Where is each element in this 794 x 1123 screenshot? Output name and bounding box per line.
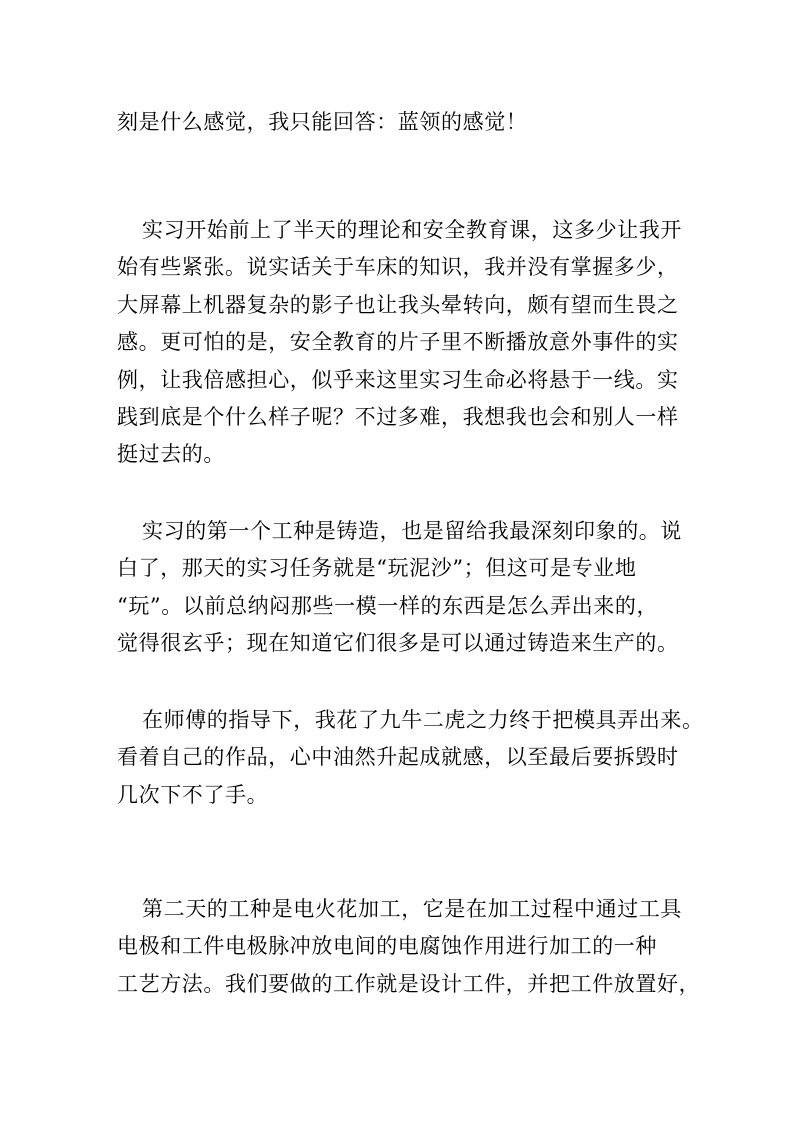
paragraph-line: 例，让我倍感担心，似乎来这里实习生命必将悬于一线。实	[117, 367, 679, 392]
paragraph-line: 感。更可怕的是，安全教育的片子里不断播放意外事件的实	[117, 330, 679, 355]
paragraph-line: 实习的第一个工种是铸造，也是留给我最深刻印象的。说	[142, 519, 682, 543]
paragraph-line: 觉得很玄乎；现在知道它们很多是可以通过铸造来生产的。	[117, 631, 679, 656]
paragraph-line: 始有些紧张。说实话关于车床的知识，我并没有掌握多少，	[117, 255, 679, 280]
paragraph-5	[117, 891, 701, 1003]
paragraph-line: 工艺方法。我们要做的工作就是设计工件，并把工件放置好，	[117, 971, 701, 996]
paragraph-2	[117, 212, 682, 474]
paragraph-line: 第二天的工种是电火花加工，它是在加工过程中通过工具	[142, 897, 682, 921]
paragraph-line: 实习开始前上了半天的理论和安全教育课，这多少让我开	[142, 218, 682, 242]
paragraph-line: 电极和工件电极脉冲放电间的电腐蚀作用进行加工的一种	[117, 934, 657, 959]
paragraph-3	[117, 513, 682, 663]
paragraph-line: 看着自己的作品，心中油然升起成就感，以至最后要拆毁时	[117, 745, 679, 770]
paragraph-1	[117, 104, 679, 141]
paragraph-line: “玩”。以前总纳闷那些一模一样的东西是怎么弄出来的，	[117, 593, 659, 618]
paragraph-line: 白了，那天的实习任务就是“玩泥沙”；但这可是专业地	[117, 556, 637, 581]
paragraph-line: 践到底是个什么样子呢？不过多难，我想我也会和别人一样	[117, 404, 679, 429]
paragraph-line: 挺过去的。	[117, 442, 225, 467]
paragraph-line: 大屏幕上机器复杂的影子也让我头晕转向，颇有望而生畏之	[117, 292, 679, 317]
paragraph-line: 在师傅的指导下，我花了九牛二虎之力终于把模具弄出来。	[142, 708, 704, 732]
paragraph-line: 几次下不了手。	[117, 782, 269, 807]
paragraph-line: 刻是什么感觉，我只能回答：蓝领的感觉！	[117, 110, 528, 134]
paragraph-4	[117, 702, 704, 814]
